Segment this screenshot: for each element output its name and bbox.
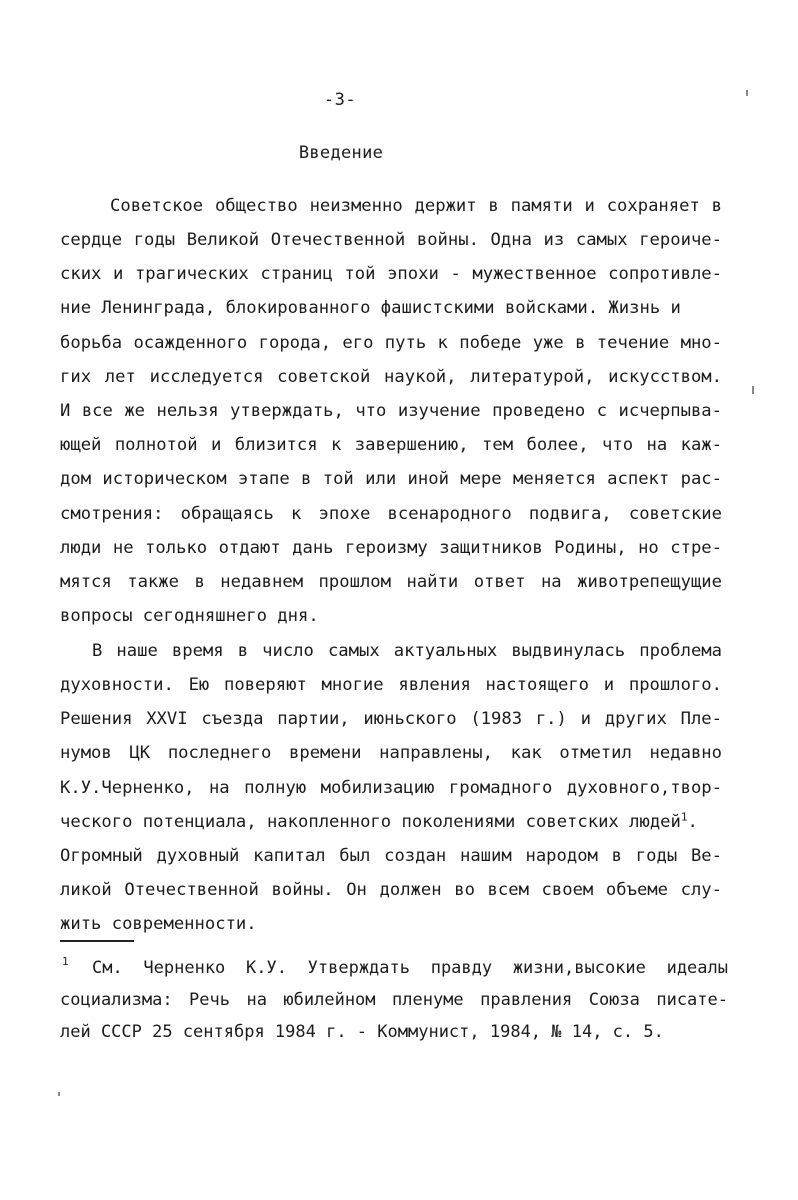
section-heading: Введение [298, 143, 384, 163]
page-number: -3- [323, 90, 357, 110]
paragraph-1-line: сердце годы Великой Отечественной войны. Одна из самых героиче- [60, 230, 722, 250]
footnote-reference: 1 [680, 810, 688, 824]
paragraph-1-line: вопросы сегодняшнего дня. [60, 606, 319, 626]
paragraph-1-line: смотрения: обращаясь к эпохе всенародного подвига, советские [60, 504, 722, 524]
scan-speck [58, 1092, 60, 1096]
footnote-separator [60, 940, 134, 942]
paragraph-2-line: К.У.Черненко, на полную мобилизацию громадного духовного,твор- [60, 778, 722, 798]
paragraph-2-line-with-ref: ческого потенциала, накопленного поколениями советских людей$^1$. [60, 810, 698, 832]
paragraph-2-line: Огромный духовный капитал был создан нашим народом в годы Ве- [60, 846, 722, 866]
paragraph-1-line: Советское общество неизменно держит в памяти и сохраняет в [110, 196, 722, 216]
paragraph-2-line: ликой Отечественной войны. Он должен во всем своем объеме слу- [60, 880, 722, 900]
paragraph-1-line: ние Ленинграда, блокированного фашистскими войсками. Жизнь и [60, 298, 681, 318]
scan-speck [752, 386, 754, 394]
footnote-line: 1 См. Черненко К.У. Утверждать правду жизни,высокие идеалы [62, 955, 728, 978]
footnote-line: социализма: Речь на юбилейном пленуме правления Союза писате- [60, 990, 728, 1010]
paragraph-1-line: мятся также в недавнем прошлом найти ответ на животрепещущие [60, 572, 722, 592]
paragraph-2-line: В наше время в число самых актуальных выдвинулась проблема [92, 641, 722, 661]
paragraph-1-line: И все же нельзя утверждать, что изучение проведено с исчерпыва- [60, 401, 722, 421]
paragraph-1-line: гих лет исследуется советской наукой, литературой, искусством. [60, 367, 722, 387]
paragraph-2-line-text: ческого потенциала, накопленного поколениями советских людей [60, 812, 681, 832]
paragraph-1-line: борьба осажденного города, его путь к победе уже в течение мно- [60, 333, 722, 353]
paragraph-1-line: ских и трагических страниц той эпохи - мужественное сопротивле- [60, 264, 722, 284]
paragraph-1-line: дом историческом этапе в той или иной мере меняется аспект рас- [60, 469, 722, 489]
scan-speck [746, 90, 748, 96]
paragraph-1-line: люди не только отдают дань героизму защитников Родины, но стре- [60, 538, 722, 558]
paragraph-2-line: Решения XXVI съезда партии, июньского (1983 г.) и других Пле- [60, 709, 722, 729]
paragraph-2-line: нумов ЦК последнего времени направлены, как отметил недавно [60, 743, 722, 763]
footnote-line-text: См. Черненко К.У. Утверждать правду жизни,высокие идеалы [92, 958, 728, 978]
paragraph-2-line: духовности. Ею поверяют многие явления настоящего и прошлого. [60, 675, 722, 695]
footnote-line: лей СССР 25 сентября 1984 г. - Коммунист, 1984, № 14, с. 5. [60, 1022, 664, 1042]
paragraph-1-line: ющей полнотой и близится к завершению, тем более, что на каж- [60, 435, 722, 455]
paragraph-2-line: жить современности. [60, 914, 257, 934]
